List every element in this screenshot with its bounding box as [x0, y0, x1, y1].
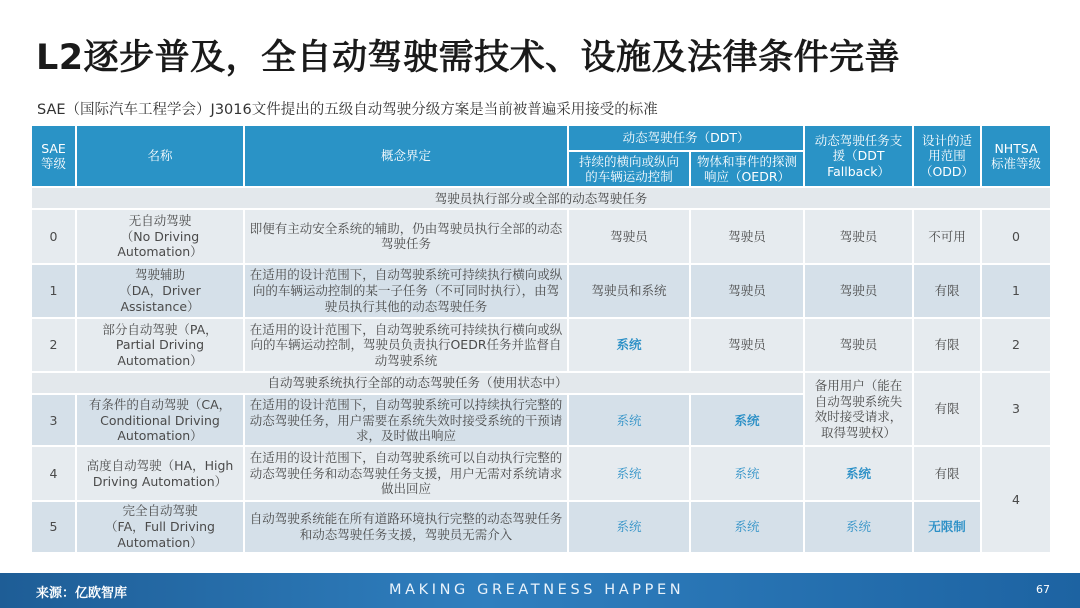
sae-level: 4 [31, 446, 76, 500]
section-system: 自动驾驶系统执行全部的动态驾驶任务（使用状态中） [31, 372, 804, 394]
sae-level: 5 [31, 501, 76, 553]
odd: 有限 [913, 264, 981, 318]
nhtsa-level: 0 [981, 209, 1051, 263]
page-subtitle: SAE（国际汽车工程学会）J3016文件提出的五级自动驾驶分级方案是当前被普遍采用接受的标准 [37, 102, 658, 118]
section-driver: 驾驶员执行部分或全部的动态驾驶任务 [31, 187, 1051, 209]
sae-level: 0 [31, 209, 76, 263]
header-ddt-control: 持续的横向或纵向的车辆运动控制 [568, 151, 690, 187]
sae-level: 3 [31, 394, 76, 446]
table-row [31, 501, 1051, 553]
slogan: MAKING GREATNESS HAPPEN [389, 582, 685, 598]
odd: 无限制 [913, 501, 981, 553]
level-concept: 自动驾驶系统能在所有道路环境执行完整的动态驾驶任务和动态驾驶任务支援，驾驶员无需介入 [244, 501, 568, 553]
level-concept: 即便有主动安全系统的辅助，仍由驾驶员执行全部的动态驾驶任务 [244, 209, 568, 263]
table-row [31, 209, 1051, 263]
level-name: 完全自动驾驶 （FA，Full Driving Automation） [76, 501, 244, 553]
ddt-oedr: 系统 [690, 446, 804, 500]
level-name: 有条件的自动驾驶（CA， Conditional Driving Automation） [76, 394, 244, 446]
sae-level: 2 [31, 318, 76, 372]
level-concept: 在适用的设计范围下，自动驾驶系统可以持续执行完整的动态驾驶任务，用户需要在系统失效时接受系统的干预请求，及时做出响应 [244, 394, 568, 446]
ddt-oedr: 驾驶员 [690, 209, 804, 263]
ddt-oedr: 驾驶员 [690, 318, 804, 372]
nhtsa-level: 4 [981, 446, 1051, 553]
ddt-fallback: 系统 [804, 501, 913, 553]
page-title: L2逐步普及，全自动驾驶需技术、设施及法律条件完善 [36, 38, 901, 78]
ddt-control: 驾驶员和系统 [568, 264, 690, 318]
level-concept: 在适用的设计范围下，自动驾驶系统可持续执行横向或纵向的车辆运动控制的某一子任务（不可同时执行），由驾驶员执行其他的动态驾驶任务 [244, 264, 568, 318]
level-name: 高度自动驾驶（HA，High Driving Automation） [76, 446, 244, 500]
ddt-fallback: 系统 [804, 446, 913, 500]
level-name: 无自动驾驶 （No Driving Automation） [76, 209, 244, 263]
ddt-fallback: 驾驶员 [804, 318, 913, 372]
ddt-fallback: 驾驶员 [804, 209, 913, 263]
odd: 有限 [913, 372, 981, 446]
ddt-control: 系统 [568, 501, 690, 553]
header-fallback: 动态驾驶任务支援（DDT Fallback） [804, 125, 913, 187]
ddt-fallback: 驾驶员 [804, 264, 913, 318]
header-sae-level: SAE 等级 [31, 125, 76, 187]
level-concept: 在适用的设计范围下，自动驾驶系统可以自动执行完整的动态驾驶任务和动态驾驶任务支援，用户无需对系统请求做出回应 [244, 446, 568, 500]
header-odd: 设计的适用范围（ODD） [913, 125, 981, 187]
ddt-oedr: 驾驶员 [690, 264, 804, 318]
ddt-oedr: 系统 [690, 501, 804, 553]
level-concept: 在适用的设计范围下，自动驾驶系统可持续执行横向或纵向的车辆运动控制，驾驶员负责执行OEDR任务并监督自动驾驶系统 [244, 318, 568, 372]
page-number: 67 [1036, 583, 1050, 596]
header-nhtsa: NHTSA 标准等级 [981, 125, 1051, 187]
sae-levels-table [30, 124, 1052, 554]
odd: 不可用 [913, 209, 981, 263]
table-row [31, 264, 1051, 318]
source-label: 来源：亿欧智库 [36, 586, 128, 601]
ddt-fallback: 备用用户（能在自动驾驶系统失效时接受请求，取得驾驶权） [804, 372, 913, 446]
ddt-oedr: 系统 [690, 394, 804, 446]
ddt-control: 系统 [568, 318, 690, 372]
ddt-control: 系统 [568, 394, 690, 446]
table-row [31, 446, 1051, 500]
header-ddt-oedr: 物体和事件的探测响应（OEDR） [690, 151, 804, 187]
odd: 有限 [913, 446, 981, 500]
level-name: 驾驶辅助 （DA，Driver Assistance） [76, 264, 244, 318]
table-row [31, 318, 1051, 372]
sae-level: 1 [31, 264, 76, 318]
odd: 有限 [913, 318, 981, 372]
header-ddt: 动态驾驶任务（DDT） [568, 125, 804, 151]
nhtsa-level: 2 [981, 318, 1051, 372]
header-name: 名称 [76, 125, 244, 187]
nhtsa-level: 3 [981, 372, 1051, 446]
nhtsa-level: 1 [981, 264, 1051, 318]
ddt-control: 驾驶员 [568, 209, 690, 263]
ddt-control: 系统 [568, 446, 690, 500]
header-concept: 概念界定 [244, 125, 568, 187]
footer-bar [0, 573, 1080, 608]
level-name: 部分自动驾驶（PA， Partial Driving Automation） [76, 318, 244, 372]
